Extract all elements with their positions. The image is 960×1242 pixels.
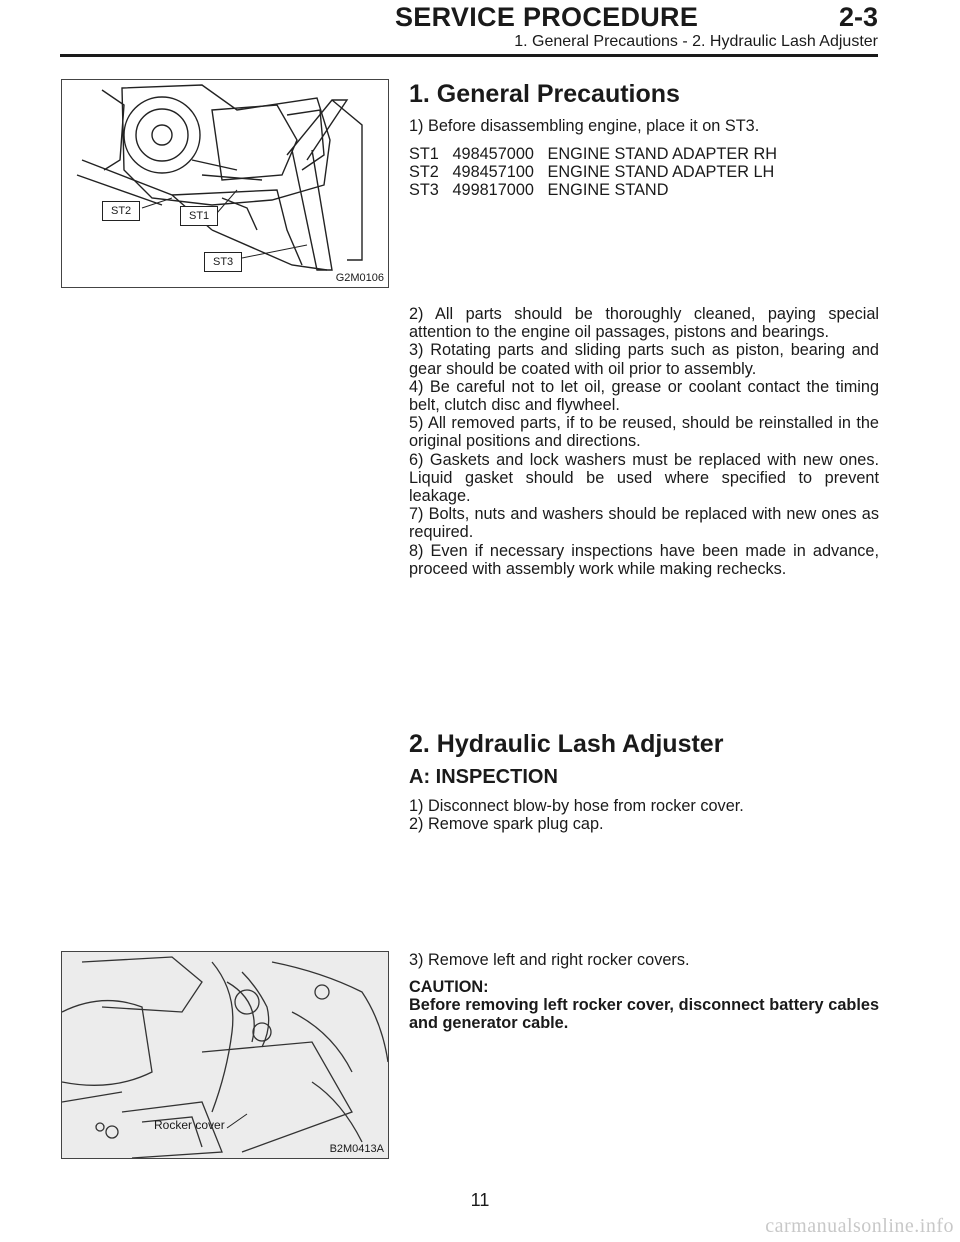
st3-label: ST3 [204, 252, 242, 272]
page-header [0, 0, 960, 60]
rocker-cover-photo [62, 952, 388, 1158]
tool-row [409, 163, 879, 181]
caution-label: CAUTION: [409, 978, 489, 996]
tool-id: ST3 [409, 181, 439, 200]
header-divider [60, 54, 878, 57]
steps-block [409, 305, 879, 578]
tool-part-number: 498457100 [452, 163, 534, 182]
section-number: 2-3 [838, 2, 878, 32]
step-8: 8) Even if necessary inspections have been made in advance, proceed with assembly work while making rechecks. [409, 541, 879, 578]
engine-stand-figure [61, 79, 389, 288]
step-3: 3) Rotating parts and sliding parts such as piston, bearing and gear should be coated with oil prior to assembly. [409, 341, 879, 378]
figure-code: B2M0413A [329, 1143, 384, 1155]
inspection-step-2: 2) Remove spark plug cap. [409, 815, 604, 834]
step-4: 4) Be careful not to let oil, grease or coolant contact the timing belt, clutch disc and flywheel. [409, 377, 879, 415]
inspection-step-3: 3) Remove left and right rocker covers. [409, 951, 690, 969]
st2-label: ST2 [102, 201, 140, 221]
inspection-step-1: 1) Disconnect blow-by hose from rocker cover. [409, 797, 744, 815]
tool-part-number: 498457000 [452, 145, 534, 163]
inspection-heading: A: INSPECTION [409, 766, 558, 788]
section-1-title: 1. General Precautions [409, 80, 680, 108]
tool-id: ST2 [409, 163, 439, 182]
rocker-cover-figure [61, 951, 389, 1159]
watermark: carmanualsonline.info [765, 1215, 954, 1237]
tool-list [409, 145, 879, 200]
step-1: 1) Before disassembling engine, place it on ST3. [409, 117, 760, 135]
tool-row [409, 181, 879, 199]
tool-name: ENGINE STAND [547, 181, 669, 200]
tool-name: ENGINE STAND ADAPTER RH [547, 145, 778, 163]
step-2: 2) All parts should be thoroughly cleaned, paying special attention to the engine oil passages, pistons and bearings. [409, 305, 879, 342]
tool-row [409, 145, 879, 163]
rocker-cover-label: Rocker cover [154, 1118, 225, 1132]
header-subtitle: 1. General Precautions - 2. Hydraulic Lash Adjuster [514, 33, 878, 50]
page-number: 11 [470, 1190, 490, 1210]
step-7: 7) Bolts, nuts and washers should be replaced with new ones as required. [409, 505, 879, 542]
caution-text: Before removing left rocker cover, disconnect battery cables and generator cable. [409, 996, 879, 1033]
header-title: SERVICE PROCEDURE [395, 2, 699, 32]
tool-name: ENGINE STAND ADAPTER LH [547, 163, 775, 182]
figure-code: G2M0106 [335, 272, 384, 284]
st1-label: ST1 [180, 206, 218, 226]
section-2-title: 2. Hydraulic Lash Adjuster [409, 730, 724, 758]
step-5: 5) All removed parts, if to be reused, should be reinstalled in the original positions and directions. [409, 414, 879, 451]
step-6: 6) Gaskets and lock washers must be replaced with new ones. Liquid gasket should be used where specified to prevent leakage. [409, 450, 879, 506]
inspection-steps [409, 797, 879, 833]
tool-id: ST1 [409, 145, 439, 163]
tool-part-number: 499817000 [452, 181, 534, 200]
